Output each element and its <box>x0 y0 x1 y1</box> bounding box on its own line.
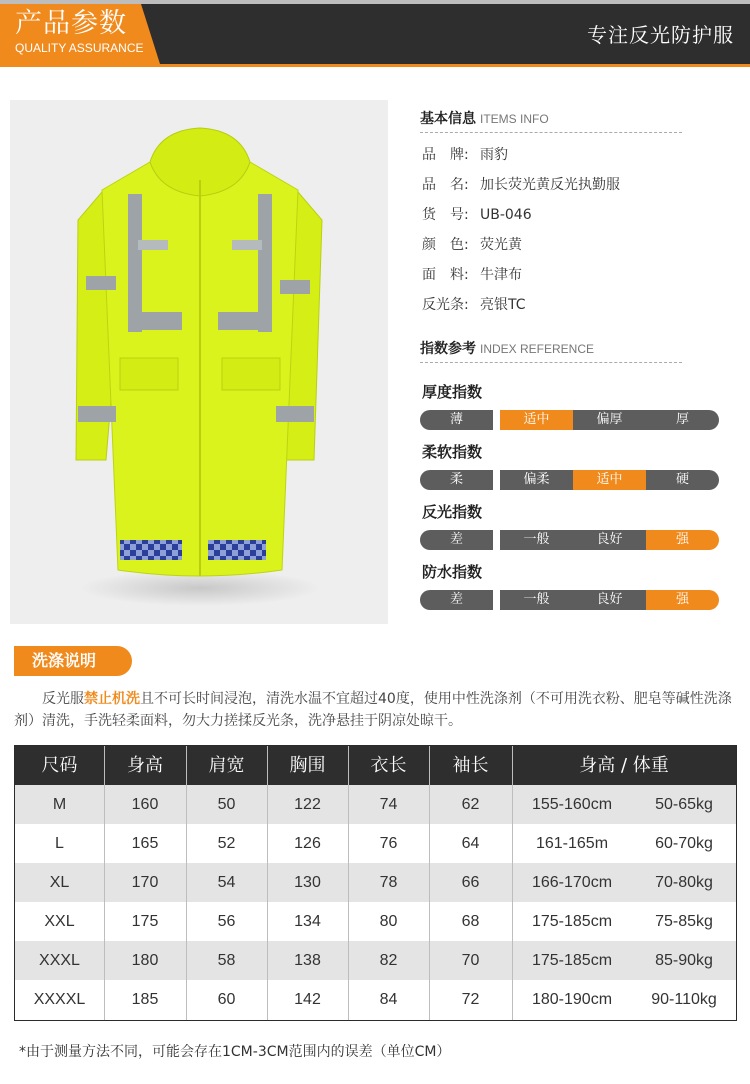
table-header-cell: 肩宽 <box>208 755 245 776</box>
table-row <box>15 980 736 1019</box>
table-cell: 58 <box>217 952 236 969</box>
table-cell: 155-160cm <box>531 796 613 813</box>
index-ref-title-cn: 指数参考 <box>420 341 476 357</box>
info-row-brand <box>422 146 508 164</box>
sleeve-band-right <box>276 406 314 422</box>
table-row <box>15 902 736 941</box>
badge-subtitle: QUALITY ASSURANCE <box>15 41 144 55</box>
table-cell: 50-65kg <box>655 796 713 813</box>
index-option: 薄 <box>420 410 493 430</box>
table-cell: 68 <box>461 913 480 930</box>
table-cell: 70-80kg <box>655 874 713 891</box>
index-option: 良好 <box>573 590 646 610</box>
reflectivity-index-scale <box>420 530 718 550</box>
table-cell: 75-85kg <box>655 913 713 930</box>
sleeve-band-left <box>78 406 116 422</box>
index-option-selected: 适中 <box>500 410 573 430</box>
table-cell: XXXXL <box>33 991 86 1008</box>
table-header-cell: 衣长 <box>370 755 407 776</box>
header-band <box>0 0 750 67</box>
chest-patch-left <box>138 240 168 250</box>
table-cell: 160 <box>131 796 159 813</box>
table-cell: 70 <box>461 952 480 969</box>
info-row-reflective-strip <box>422 296 526 314</box>
info-value: 雨豹 <box>480 147 508 163</box>
reflectivity-index-title: 反光指数 <box>422 503 483 521</box>
table-cell: 170 <box>131 874 159 891</box>
index-option: 偏厚 <box>573 410 646 430</box>
washing-title-tab <box>14 646 132 676</box>
table-cell: 138 <box>294 952 321 969</box>
table-cell: M <box>52 796 67 813</box>
table-cell: 66 <box>461 874 480 891</box>
reflective-strap-right <box>258 194 272 332</box>
table-header-cell: 袖长 <box>452 755 489 776</box>
info-value: UB-046 <box>480 207 532 223</box>
badge-title: 产品参数 <box>15 8 127 39</box>
table-column-divider <box>512 746 513 1020</box>
index-option-selected: 适中 <box>573 470 646 490</box>
washing-warning: 禁止机洗 <box>84 691 140 707</box>
chest-band-left <box>128 312 182 330</box>
index-option: 硬 <box>646 470 719 490</box>
table-cell: 134 <box>294 913 321 930</box>
pocket-left <box>120 358 178 390</box>
table-cell: 78 <box>379 874 398 891</box>
index-option: 柔 <box>420 470 493 490</box>
table-row <box>15 785 736 824</box>
index-option-selected: 强 <box>646 590 719 610</box>
table-cell: 76 <box>379 835 398 852</box>
table-row <box>15 863 736 902</box>
table-cell: 130 <box>294 874 321 891</box>
info-label: 反光条: <box>422 297 469 313</box>
shoulder-band-right <box>280 280 310 294</box>
info-value: 亮银TC <box>480 297 526 313</box>
washing-title: 洗涤说明 <box>32 651 97 670</box>
washing-text-body: 且不可长时间浸泡，清洗水温不宜超过40度，使用中性洗涤剂（不可用洗衣粉、肥皂等碱性洗涤剂）清洗，手洗轻柔面料，勿大力搓揉反光条，洗净悬挂于阴凉处晾干。 <box>14 691 732 729</box>
index-option: 差 <box>420 530 493 550</box>
index-option: 良好 <box>573 530 646 550</box>
info-label: 面 料: <box>422 267 469 283</box>
table-cell: 142 <box>294 991 321 1008</box>
table-cell: 62 <box>461 796 480 813</box>
index-option: 一般 <box>500 530 573 550</box>
index-option: 一般 <box>500 590 573 610</box>
table-cell: 64 <box>461 835 480 852</box>
reflective-strap-left <box>128 194 142 332</box>
table-row <box>15 824 736 863</box>
table-cell: 180-190cm <box>531 991 613 1008</box>
index-option: 偏柔 <box>500 470 573 490</box>
table-column-divider <box>104 746 105 1020</box>
info-label: 品 名: <box>422 177 469 193</box>
info-value: 加长荧光黄反光执勤服 <box>480 177 620 193</box>
index-ref-divider <box>420 362 682 363</box>
index-option: 厚 <box>646 410 719 430</box>
info-row-product-name <box>422 176 620 194</box>
table-cell: 82 <box>379 952 398 969</box>
table-header-cell: 尺码 <box>41 755 78 776</box>
index-ref-title-en: INDEX REFERENCE <box>480 342 595 356</box>
info-row-fabric <box>422 266 522 284</box>
table-column-divider <box>348 746 349 1020</box>
table-cell: 90-110kg <box>651 991 717 1008</box>
table-column-divider <box>186 746 187 1020</box>
shoulder-band-left <box>86 276 116 290</box>
table-cell: 165 <box>131 835 159 852</box>
table-cell: 60 <box>217 991 236 1008</box>
table-cell: 122 <box>294 796 321 813</box>
measurement-footnote: *由于测量方法不同，可能会存在1CM-3CM范围内的误差（单位CM） <box>19 1044 451 1060</box>
hem-band-left <box>120 540 182 560</box>
table-cell: 60-70kg <box>655 835 713 852</box>
table-row <box>15 941 736 980</box>
index-ref-title <box>420 340 594 358</box>
header-top-line <box>0 0 750 4</box>
table-cell: XXXL <box>39 952 80 969</box>
table-header-row <box>15 746 736 785</box>
table-cell: XL <box>49 874 70 891</box>
info-row-color <box>422 236 522 254</box>
raincoat-illustration <box>10 100 388 624</box>
hem-band-right <box>208 540 266 560</box>
table-cell: 175 <box>131 913 159 930</box>
table-cell: 72 <box>461 991 480 1008</box>
info-row-item-number <box>422 206 532 224</box>
chest-band-right <box>218 312 272 330</box>
basic-info-divider <box>420 132 682 133</box>
table-header-cell: 胸围 <box>289 755 326 776</box>
table-cell: 161-165m <box>535 835 609 852</box>
info-label: 货 号: <box>422 207 469 223</box>
basic-info-title-en: ITEMS INFO <box>480 112 549 126</box>
basic-info-title-cn: 基本信息 <box>420 111 476 127</box>
size-table <box>14 745 737 1021</box>
table-cell: L <box>55 835 64 852</box>
thickness-index-scale <box>420 410 718 430</box>
product-photo <box>10 100 388 624</box>
table-cell: 175-185cm <box>531 913 613 930</box>
table-cell: XXL <box>44 913 75 930</box>
table-cell: 74 <box>379 796 398 813</box>
index-option: 差 <box>420 590 493 610</box>
table-header-cell: 身高 <box>127 755 163 776</box>
basic-info-title <box>420 110 549 128</box>
table-cell: 126 <box>294 835 321 852</box>
thickness-index-title: 厚度指数 <box>422 383 483 401</box>
table-cell: 166-170cm <box>531 874 613 891</box>
softness-index-scale <box>420 470 718 490</box>
washing-text-intro: 反光服 <box>42 691 84 707</box>
table-cell: 84 <box>379 991 398 1008</box>
info-value: 荧光黄 <box>480 237 522 253</box>
table-cell: 185 <box>131 991 159 1008</box>
table-cell: 85-90kg <box>655 952 713 969</box>
table-cell: 52 <box>217 835 236 852</box>
table-cell: 175-185cm <box>531 952 613 969</box>
header-slogan: 专注反光防护服 <box>587 23 734 47</box>
table-column-divider <box>267 746 268 1020</box>
washing-instructions <box>14 688 742 732</box>
table-cell: 50 <box>217 796 236 813</box>
pocket-right <box>222 358 280 390</box>
info-label: 品 牌: <box>422 147 469 163</box>
info-value: 牛津布 <box>480 267 522 283</box>
info-label: 颜 色: <box>422 237 469 253</box>
chest-patch-right <box>232 240 262 250</box>
waterproof-index-title: 防水指数 <box>422 563 483 581</box>
table-header-cell: 身高 / 体重 <box>579 755 669 776</box>
table-cell: 180 <box>131 952 159 969</box>
table-column-divider <box>429 746 430 1020</box>
table-cell: 80 <box>379 913 398 930</box>
waterproof-index-scale <box>420 590 718 610</box>
header-accent-line <box>0 64 750 67</box>
table-cell: 54 <box>217 874 236 891</box>
index-option-selected: 强 <box>646 530 719 550</box>
table-cell: 56 <box>217 913 236 930</box>
softness-index-title: 柔软指数 <box>422 443 483 461</box>
